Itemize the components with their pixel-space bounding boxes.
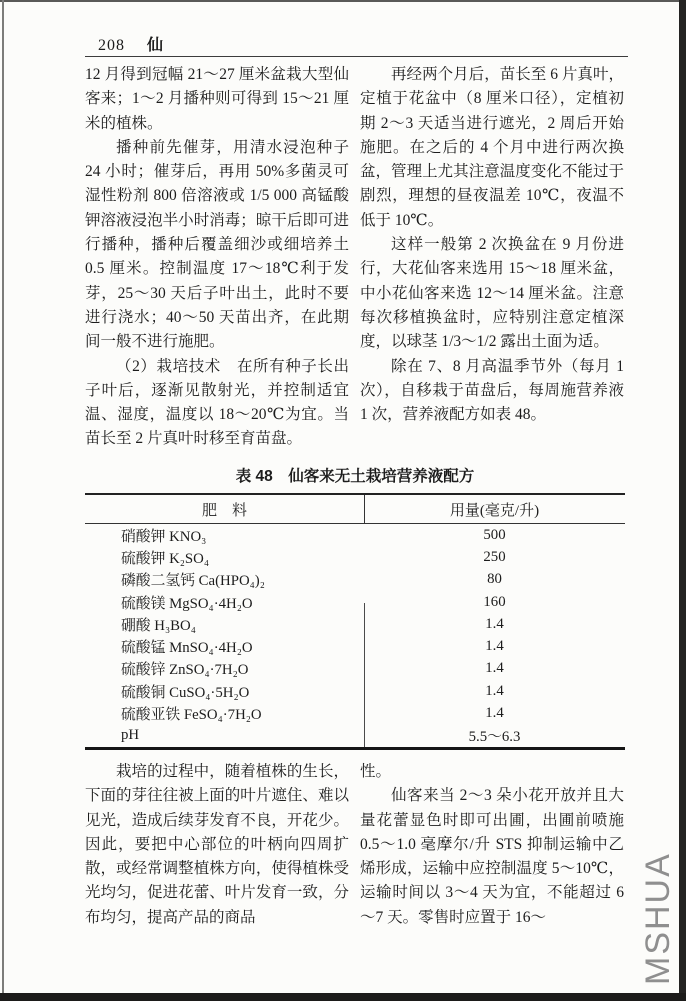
fertilizer-cell: 硼酸 H₃BO₄: [121, 617, 196, 634]
running-title: 仙: [147, 37, 164, 54]
paragraph: 再经两个月后，苗长至 6 片真叶，定植于花盆中（8 厘米口径），定植初期 2～3 天适当进行遮光，2 周后开始施肥。在之后的 4 个月中进行两次换盆，管理上尤其注意温度变化不能过于剧烈，理想的昼夜温差 10℃，夜温不低于 10℃。: [360, 66, 624, 229]
watermark: MSHUA: [639, 852, 677, 985]
nutrient-table: [85, 493, 625, 750]
table-row: [85, 613, 625, 635]
amount-cell: 1.4: [485, 660, 504, 677]
fertilizer-cell: 硫酸镁 MgSO₄·4H₂O: [121, 595, 253, 612]
fertilizer-cell: 硫酸钾 K₂SO₄: [121, 550, 210, 567]
table-row: [85, 635, 625, 657]
fertilizer-cell: 硫酸铜 CuSO₄·5H₂O: [121, 684, 250, 701]
top-right-column: [360, 63, 624, 452]
paragraph: 12 月得到冠幅 21～27 厘米盆栽大型仙客来；1～2 月播种则可得到 15～21 厘米的植株。: [85, 66, 349, 132]
paragraph: 播种前先催芽，用清水浸泡种子 24 小时；催芽后，再用 50%多菌灵可湿性粉剂 800 倍溶液或 1/5 000 高锰酸钾溶液浸泡半小时消毒；晾干后即可进行播种，播种后覆盖细沙或细培养土 0.5 厘米。控制温度 17～18℃利于发芽，25～30 天后子叶出土，此时不要进行浇水；40～50 天苗出齐，在此期间一般不进行施肥。: [85, 138, 349, 351]
table-row: [85, 680, 625, 702]
scan-edge-left: [2, 0, 4, 1001]
amount-cell: 1.4: [485, 615, 504, 632]
page-number: 208: [98, 37, 125, 54]
table-row: [85, 591, 625, 613]
paragraph: 这样一般第 2 次换盆在 9 月份进行，大花仙客来选用 15～18 厘米盆，中小花仙客来选 12～14 厘米盆。注意每次移植换盆时，应特别注意定植深度，以球茎 1/3～1/2 露出土面为适。: [360, 236, 624, 351]
column-header-amount: 用量(毫克/升): [449, 502, 540, 519]
table-column-divider-header: [364, 495, 365, 524]
table-row: [85, 658, 625, 680]
table-title: 表 48 仙客来无土栽培营养液配方: [235, 468, 475, 485]
paragraph: 栽培的过程中，随着植株的生长，下面的芽往往被上面的叶片遮住、难以见光，造成后续芽发育不良，开花少。因此，要把中心部位的叶柄向四周扩散，或经常调整植株方向，使得植株受光均匀，促进花蕾、叶片发育一致，分布均匀，提高产品的商品: [85, 763, 349, 926]
amount-cell: 1.4: [485, 682, 504, 699]
column-header-fertilizer: 肥 料: [201, 502, 247, 519]
amount-cell: 1.4: [485, 705, 504, 722]
bottom-text-section: [85, 760, 625, 930]
header-rule: [85, 56, 628, 57]
fertilizer-cell: 磷酸二氢钙 Ca(HPO₄)₂: [121, 573, 265, 590]
amount-cell: 1.4: [485, 638, 504, 655]
amount-cell: 5.5～6.3: [468, 729, 521, 746]
amount-cell: 500: [483, 526, 506, 543]
fertilizer-cell: 硫酸亚铁 FeSO₄·7H₂O: [121, 707, 262, 724]
paragraph: 除在 7、8 月高温季节外（每月 1 次），自移栽于苗盘后，每周施营养液 1 次，营养液配方如表 48。: [360, 357, 624, 424]
top-left-column: [85, 63, 349, 452]
table-column-divider-body: [364, 603, 365, 747]
top-text-section: [85, 63, 625, 452]
nutrient-table-block: [85, 464, 625, 750]
bottom-right-column: [360, 760, 624, 930]
paragraph: 性。: [360, 763, 392, 780]
table-row: [85, 702, 625, 724]
scan-edge-bottom: [0, 993, 686, 1001]
amount-cell: 250: [483, 548, 506, 565]
table-header-row: [85, 495, 625, 524]
table-row: [85, 569, 625, 591]
table-row: [85, 546, 625, 568]
paragraph: （2）栽培技术 在所有种子长出子叶后，逐渐见散射光，并控制适宜温、湿度，温度以 18～20℃为宜。当苗长至 2 片真叶时移至育苗盘。: [85, 357, 349, 448]
scan-edge-right: [679, 0, 686, 1001]
fertilizer-cell: 硫酸锌 ZnSO₄·7H₂O: [121, 662, 249, 679]
table-row: [85, 524, 625, 546]
amount-cell: 80: [487, 571, 502, 588]
page-header: [98, 32, 163, 55]
amount-cell: 160: [483, 593, 506, 610]
fertilizer-cell: 硫酸锰 MnSO₄·4H₂O: [121, 640, 253, 657]
paragraph: 仙客来当 2～3 朵小花开放并且大量花蕾显色时即可出圃，出圃前喷施 0.5～1.0 毫摩尔/升 STS 抑制运输中乙烯形成，运输中应控制温度 5～10℃，运输时间以 3～4 天为宜，不能超过 6～7 天。零售时应置于 16～: [360, 787, 624, 926]
scan-edge-top: [0, 0, 686, 2]
table-row: [85, 725, 625, 747]
fertilizer-cell: 硝酸钾 KNO₃: [121, 528, 207, 545]
bottom-left-column: [85, 760, 349, 930]
fertilizer-cell: pH: [121, 727, 140, 744]
